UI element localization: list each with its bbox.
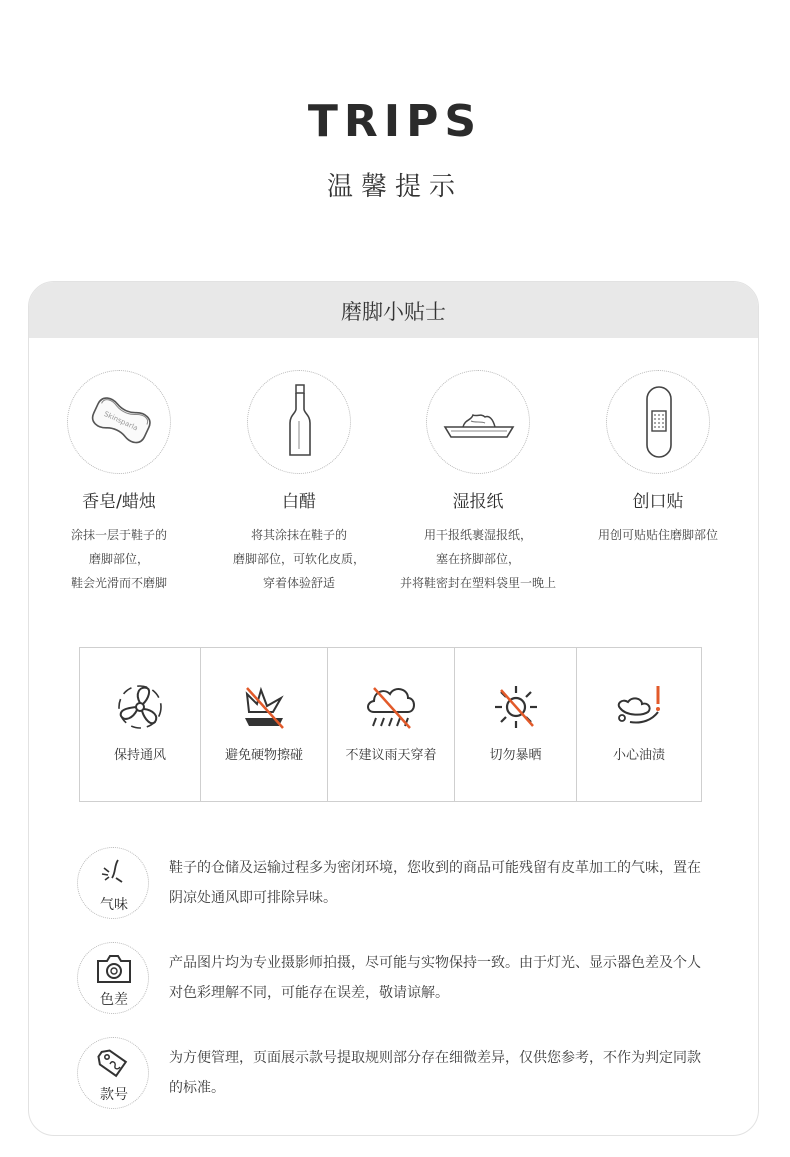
tip-icon-circle — [606, 370, 710, 474]
note-smell — [77, 847, 717, 927]
no-sun-icon — [491, 682, 541, 732]
oil-stain-icon — [612, 682, 666, 732]
care-label: 避免硬物擦碰 — [224, 748, 303, 763]
care-label: 切勿暴晒 — [489, 748, 542, 763]
tip-description: 涂抹一层于鞋子的 磨脚部位， 鞋会光滑而不磨脚 — [70, 528, 167, 590]
tip-description: 用干报纸裹湿报纸， 塞在挤脚部位， 并将鞋密封在塑料袋里一晚上 — [399, 528, 556, 590]
note-text: 鞋子的仓储及运输过程多为密闭环境，您收到的商品可能残留有皮革加工的气味，置在阴凉处通风即可排除异味。 — [169, 860, 701, 906]
bandage-icon — [607, 371, 711, 475]
care-item-no-sun — [455, 648, 577, 801]
note-badge-label: 款号 — [100, 1087, 128, 1103]
care-item-avoid-hard-objects — [201, 648, 328, 801]
note-style-number — [77, 1037, 717, 1117]
tip-name: 创口贴 — [632, 492, 684, 512]
tip-icon-circle — [67, 370, 171, 474]
tag-icon — [96, 1046, 132, 1082]
tip-name: 湿报纸 — [452, 492, 504, 512]
card-title: 磨脚小贴士 — [341, 300, 446, 324]
page-title: TRIPS — [307, 96, 483, 147]
tip-icon-circle — [247, 370, 351, 474]
note-text: 产品图片均为专业摄影师拍摄，尽可能与实物保持一致。由于灯光、显示器色差及个人对色彩理解不同，可能存在误差，敬请谅解。 — [169, 955, 701, 1001]
note-badge-label: 色差 — [100, 992, 128, 1008]
tissue-box-icon — [427, 371, 531, 475]
note-badge — [77, 847, 149, 919]
bottle-icon — [248, 371, 352, 475]
page-subtitle: 温馨提示 — [326, 172, 463, 202]
note-badge-label: 气味 — [100, 897, 128, 913]
care-label: 保持通风 — [113, 748, 166, 763]
tip-icon-circle — [426, 370, 530, 474]
care-instructions-grid — [79, 647, 702, 802]
card-header — [29, 282, 758, 338]
tips-card — [28, 281, 759, 1136]
care-item-oil-stain — [577, 648, 701, 801]
fan-icon — [115, 682, 165, 732]
svg-text:Skinsparla: Skinsparla — [102, 409, 140, 433]
tip-description: 将其涂抹在鞋子的 磨脚部位，可软化皮质， 穿着体验舒适 — [232, 528, 365, 590]
note-color-difference — [77, 942, 717, 1022]
no-rain-icon — [364, 682, 418, 732]
tip-description: 用创可贴贴住磨脚部位 — [597, 528, 718, 542]
care-label: 不建议雨天穿着 — [345, 748, 437, 763]
camera-icon — [96, 951, 132, 987]
soap-icon — [68, 371, 172, 475]
tip-name: 白醋 — [282, 492, 316, 512]
care-item-ventilation — [80, 648, 201, 801]
tip-name: 香皂/蜡烛 — [82, 492, 156, 512]
note-badge — [77, 1037, 149, 1109]
no-hard-objects-icon — [239, 682, 289, 732]
note-text: 为方便管理，页面展示款号提取规则部分存在细微差异，仅供您参考，不作为判定同款的标准。 — [169, 1050, 701, 1096]
note-badge — [77, 942, 149, 1014]
care-label: 小心油渍 — [612, 748, 665, 763]
smell-icon — [96, 856, 132, 892]
care-item-no-rain — [328, 648, 455, 801]
